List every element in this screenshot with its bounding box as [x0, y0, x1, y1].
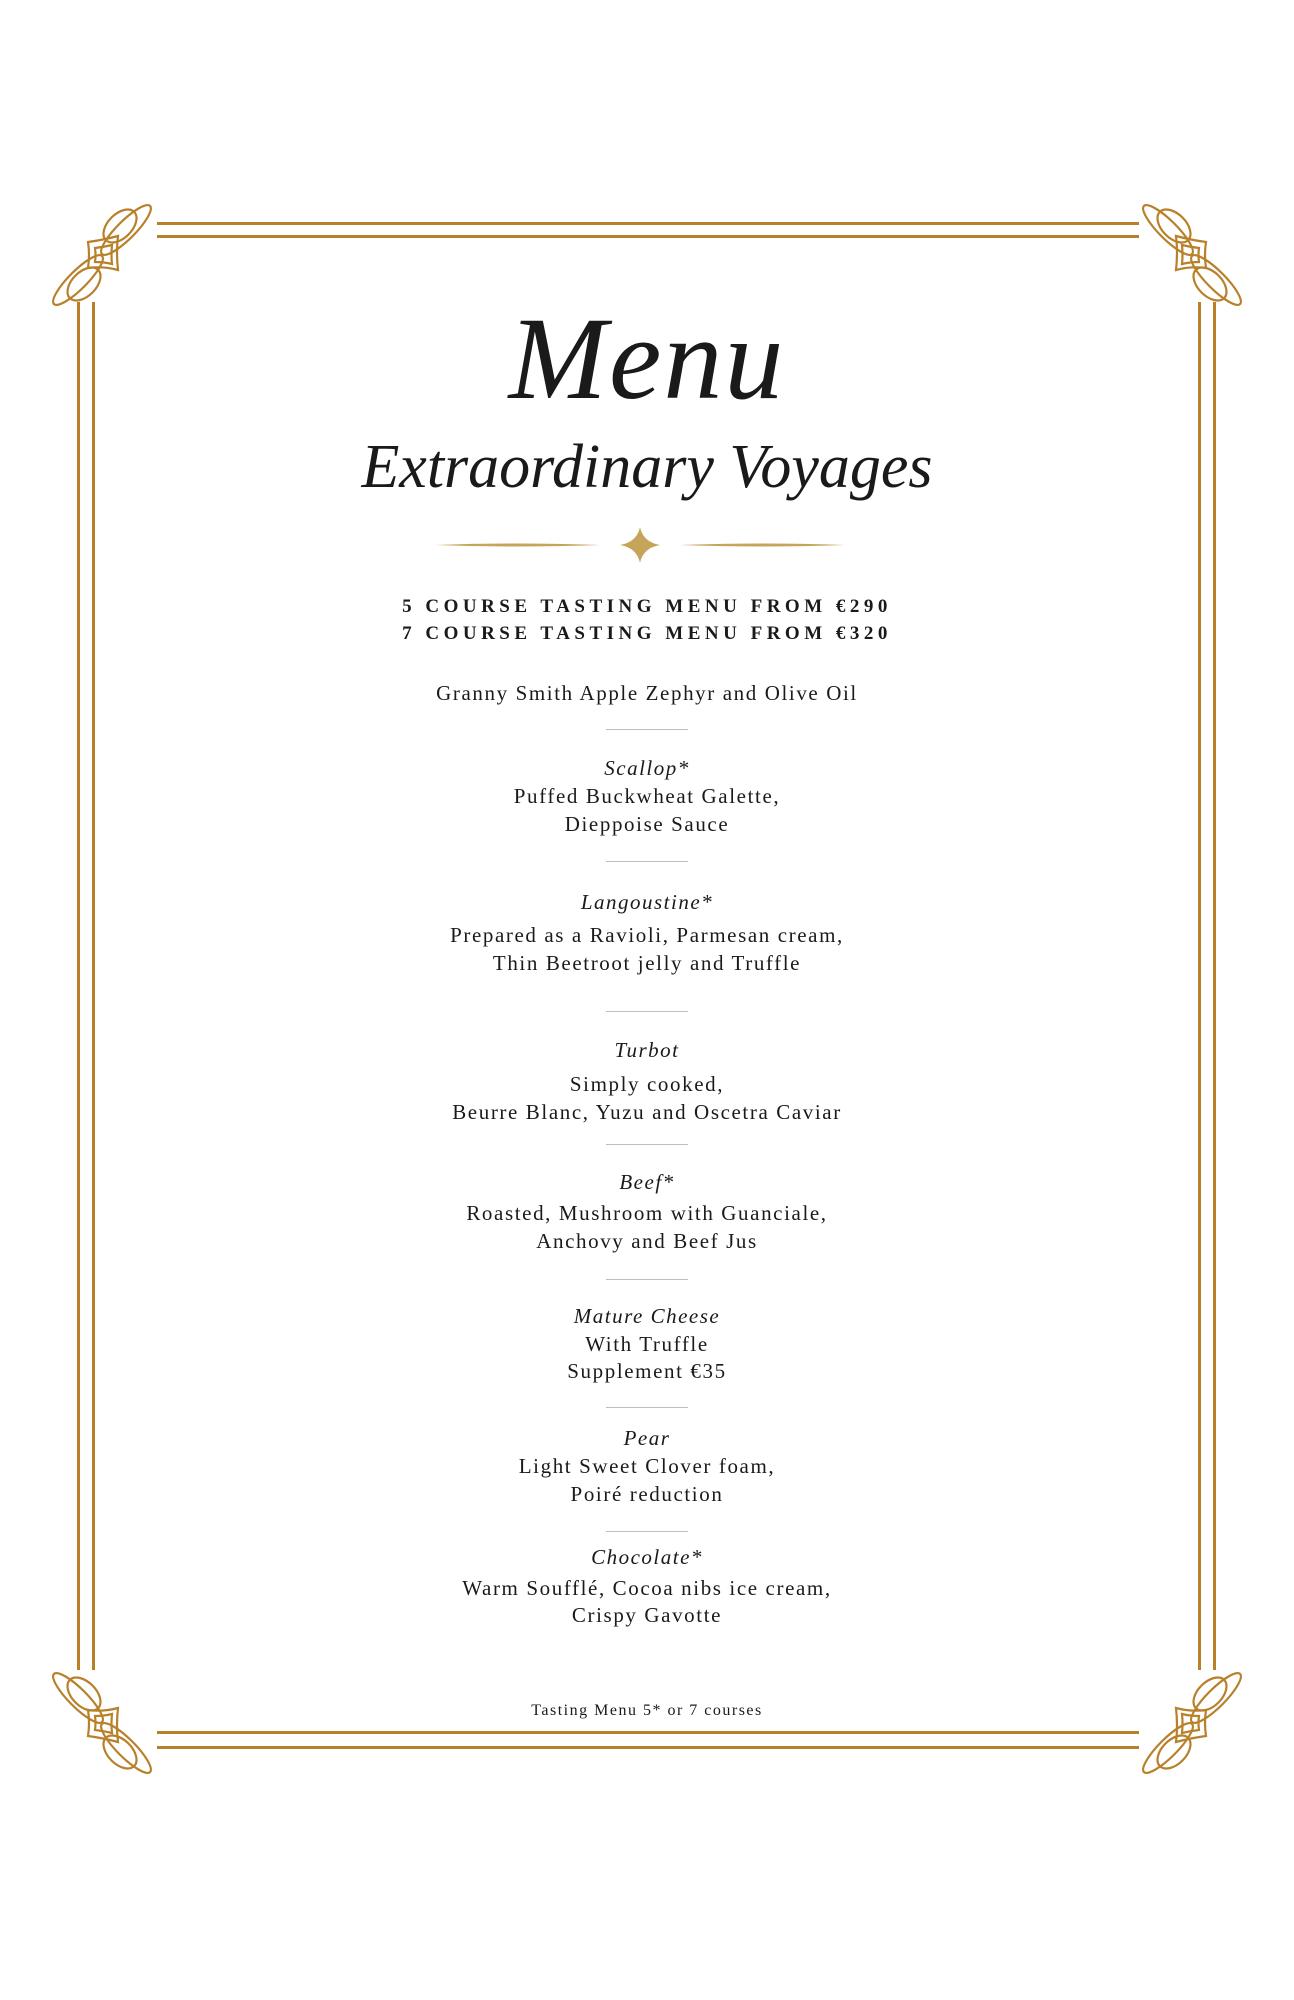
course-desc: Warm Soufflé, Cocoa nibs ice cream, — [462, 1576, 832, 1600]
price-5-course: 5 COURSE TASTING MENU FROM €290 — [402, 596, 892, 617]
corner-ornament-bottom-right — [1136, 1668, 1246, 1778]
corner-ornament-top-right — [1136, 200, 1246, 310]
frame-top-inner — [157, 235, 1139, 238]
course-name: Beef* — [619, 1170, 675, 1194]
footer-note: Tasting Menu 5* or 7 courses — [531, 1702, 763, 1719]
course-desc: Anchovy and Beef Jus — [536, 1229, 758, 1253]
frame-bottom-outer — [157, 1746, 1139, 1749]
course-desc: Poiré reduction — [570, 1482, 724, 1506]
separator — [606, 729, 688, 730]
separator — [606, 1144, 688, 1145]
corner-ornament-bottom-left — [48, 1668, 158, 1778]
separator — [606, 1011, 688, 1012]
course-desc: Roasted, Mushroom with Guanciale, — [466, 1201, 828, 1225]
course-name: Turbot — [614, 1038, 680, 1062]
separator — [606, 861, 688, 862]
course-desc: Thin Beetroot jelly and Truffle — [492, 951, 802, 975]
course-desc: Dieppoise Sauce — [564, 812, 730, 836]
frame-top-outer — [157, 222, 1139, 225]
course-name: Mature Cheese — [573, 1304, 721, 1328]
course-name: Scallop* — [604, 756, 690, 780]
course-desc: Simply cooked, — [569, 1072, 725, 1096]
menu-title: Menu — [508, 293, 786, 424]
amuse-bouche: Granny Smith Apple Zephyr and Olive Oil — [436, 681, 858, 705]
course-desc: Supplement €35 — [567, 1359, 727, 1383]
four-point-star-icon — [620, 527, 660, 563]
menu-subtitle: Extraordinary Voyages — [361, 433, 933, 501]
course-name: Langoustine* — [580, 890, 714, 914]
price-7-course: 7 COURSE TASTING MENU FROM €320 — [402, 623, 892, 644]
course-desc: Beurre Blanc, Yuzu and Oscetra Caviar — [452, 1100, 842, 1124]
course-desc: Prepared as a Ravioli, Parmesan cream, — [450, 923, 844, 947]
course-name: Chocolate* — [591, 1545, 703, 1569]
separator — [606, 1279, 688, 1280]
corner-ornament-top-left — [48, 200, 158, 310]
course-desc: Crispy Gavotte — [571, 1603, 723, 1627]
separator — [606, 1407, 688, 1408]
frame-bottom-inner — [157, 1731, 1139, 1734]
course-name: Pear — [623, 1426, 671, 1450]
course-desc: Light Sweet Clover foam, — [518, 1454, 776, 1478]
separator — [606, 1531, 688, 1532]
course-desc: With Truffle — [585, 1332, 709, 1356]
course-desc: Puffed Buckwheat Galette, — [513, 784, 781, 808]
title-divider — [430, 525, 850, 565]
